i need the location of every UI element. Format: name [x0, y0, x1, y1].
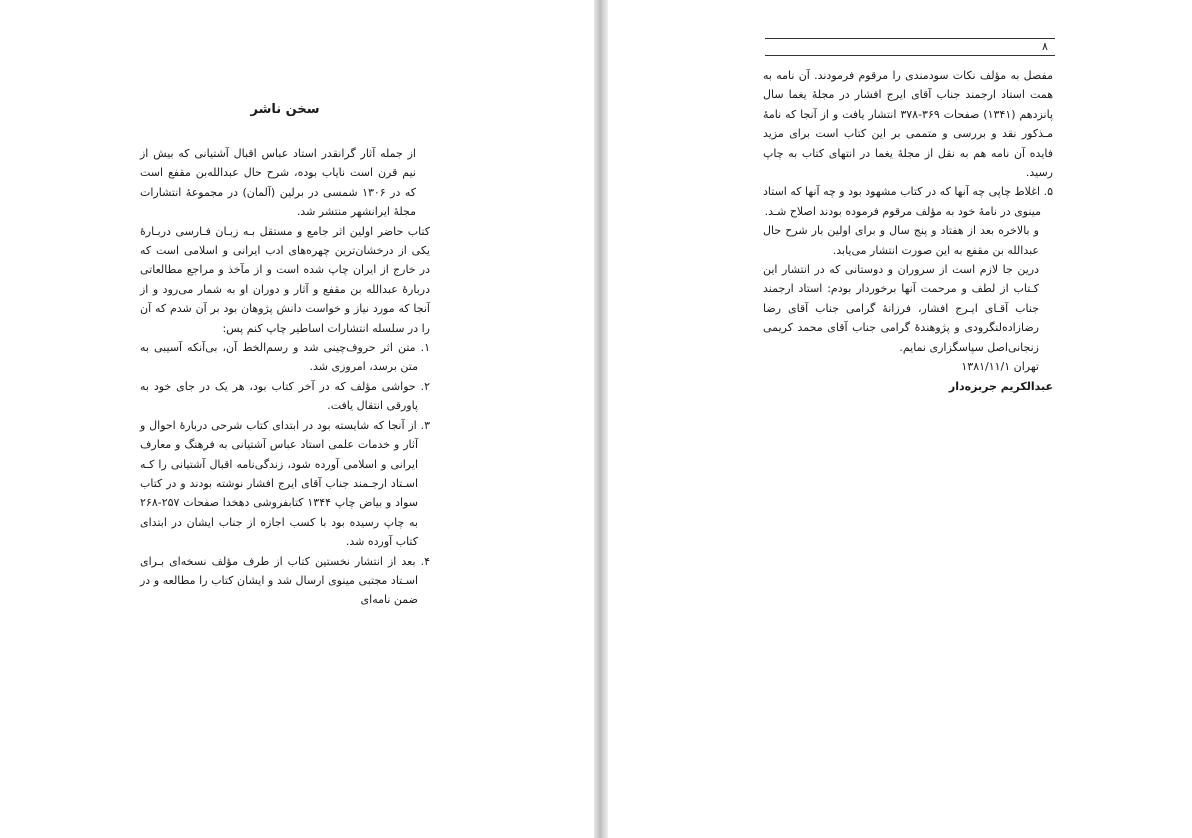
list-item: ۴. بعد از انتشار نخستین کتاب از طرف مؤلف نسخه‌ای بـرای اسـتاد مجتبی مینوی ارسال شد و ایشان کتاب را مطالعه و در ضمن نامه‌ای [140, 554, 430, 607]
list-item: ۱. متن اثر حروف‌چینی شد و رسم‌الخط آن، بی‌آنکه آسیبی به متن برسد، امروزی شد. [140, 341, 430, 374]
signature: عبدالکریم جربزه‌دار [948, 379, 1053, 393]
paragraph: و بالاخره بعد از هفتاد و پنج سال و برای اولین بار شرح حال عبدالله بن مقفع به این صورت انتشار می‌یابد. [763, 224, 1039, 257]
list-item: ۵. اغلاط چاپی چه آنها که در کتاب مشهود بود و چه آنها که استاد مینوی در نامهٔ خود به مؤلف مرقوم فرموده بودند اصلاح شـد. [763, 185, 1053, 218]
right-page-body [763, 66, 1053, 396]
list-item: ۳. از آنجا که شایسته بود در ابتدای کتاب شرحی دربارهٔ احوال و آثار و خدمات علمی استاد عباس آشتیانی به فرهنگ و معارف ایرانی و اسلامی آورده شود، زندگی‌نامه اقبال آشتیانی را کـه اسـتاد ارجـمند جناب آقای ایرج افشار نوشته بودند و در کتاب سواد و بیاض چاپ ۱۳۴۴ کتابفروشی دهخدا صفحات ۲۵۷-۲۶۸ به چاپ رسیده بود با کسب اجازه از جناب ایشان در ابتدای کتاب آورده شد. [140, 418, 430, 549]
paragraph: درین جا لازم است از سروران و دوستانی که در انتشار این کـتاب از لطف و مرحمت آنها برخوردار بودم: استاد ارجمند جناب آقـای ایـرج افشار، فرزانهٔ گرامی جناب آقای رضا رضازاده‌لنگرودی و پژوهندهٔ گرامی جناب آقای محمد کریمی زنجانی‌اصل سپاسگزاری نمایم. [763, 263, 1039, 354]
dateline: تهران ۱۳۸۱/۱۱/۱ [961, 360, 1039, 374]
list-item: ۲. حواشی مؤلف که در آخر کتاب بود، هر یک در جای خود به پاورقی انتقال یافت. [140, 379, 430, 413]
header-rule [765, 38, 1055, 39]
page-title: سخن ناشر [250, 102, 320, 117]
header-rule [765, 55, 1055, 56]
page-number: ۸ [1042, 40, 1048, 53]
paragraph: مفصل به مؤلف نکات سودمندی را مرقوم فرمودند. آن نامه به همت استاد ارجمند جناب آقای ایرج افشار در مجلهٔ یغما سال پانزدهم (۱۳۴۱) صفحات ۳۶۹-۳۷۸ انتشار یافت و از آنجا که نامهٔ مـذکور نقد و بررسی و متممی بر این کتاب است برای مزید فایده آن نامه هم به نقل از مجلهٔ یغما در انتهای کتاب به چاپ رسید. [763, 69, 1054, 180]
paragraph: از جمله آثار گرانقدر استاد عباس اقبال آشتیانی که بیش از نیم قرن است نایاب بوده، شرح حال عبدالله‌بن مقفع است که در ۱۳۰۶ شمسی در برلین (آلمان) در مجموعهٔ انتشارات مجلهٔ ایرانشهر منتشر شد. [140, 147, 416, 219]
paragraph: کتاب حاضر اولین اثر جامع و مستقل بـه زبـان فـارسی دربـارهٔ یکی از درخشان‌ترین چهره‌های ادب ایرانی و اسلامی است که در خارج از ایران چاپ شده است و از مآخذ و مراجع مطالعاتی دربارهٔ عبدالله بن مقفع و آثار و دوران او به شمار می‌رود و از آنجا که مورد نیاز و خواست دانش پژوهان بود بر آن شدم که آن را در سلسله انتشارات اساطیر چاپ کنم پس: [140, 224, 430, 335]
left-page-body [140, 144, 430, 610]
book-gutter [594, 0, 608, 838]
